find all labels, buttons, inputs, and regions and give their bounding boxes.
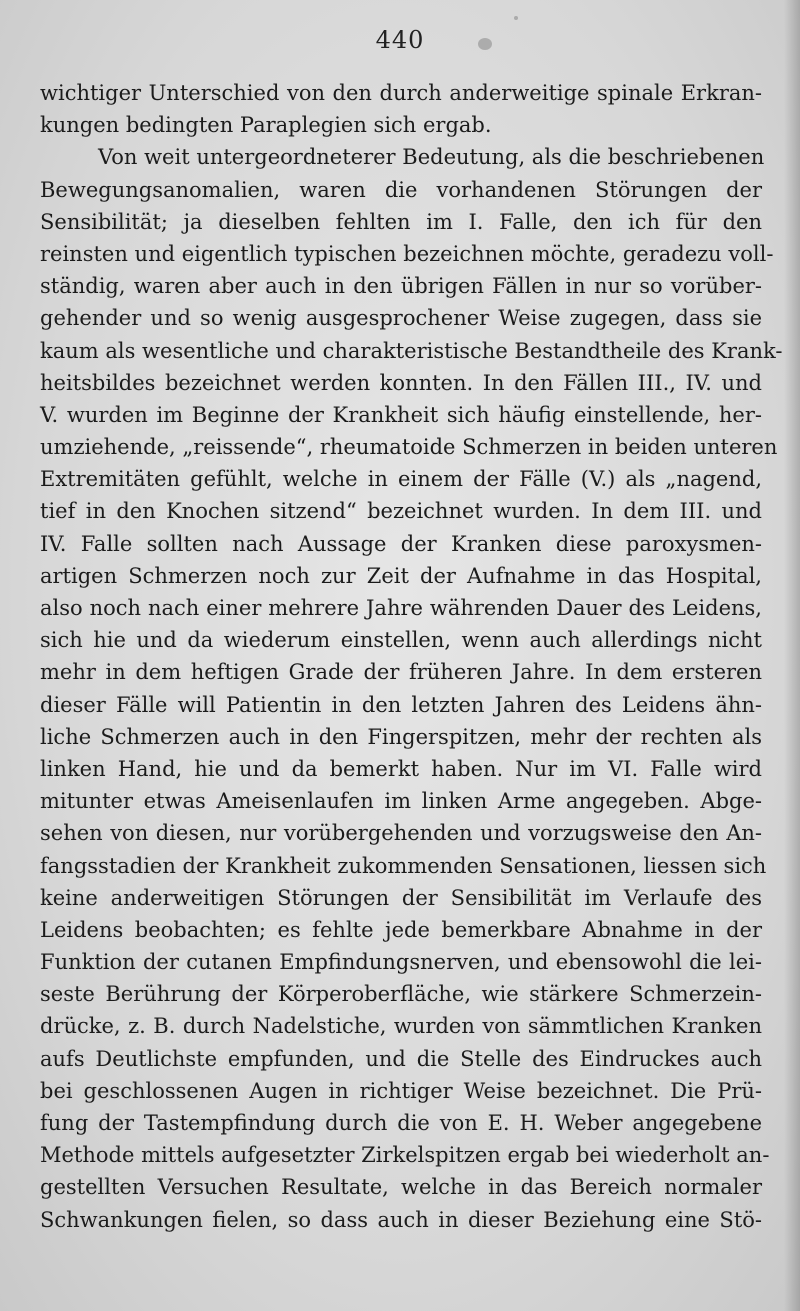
- text-line: fangsstadien der Krankheit zukommenden Sensationen, liessen sich: [40, 853, 767, 878]
- text-line: V. wurden im Beginne der Krankheit sich häufig einstellende, her-: [40, 402, 762, 427]
- text-line: Sensibilität; ja dieselben fehlten im I. Falle, den ich für den: [40, 209, 762, 234]
- text-line: gehender und so wenig ausgesprochener Weise zugegen, dass sie: [40, 306, 762, 331]
- text-line: Bewegungsanomalien, waren die vorhandenen Störungen der: [40, 177, 762, 202]
- text-line: heitsbildes bezeichnet werden konnten. In den Fällen III., IV. und: [40, 370, 762, 395]
- text-line: Extremitäten gefühlt, welche in einem der Fälle (V.) als „nagend,: [40, 467, 762, 492]
- text-line: kungen bedingten Paraplegien sich ergab.: [40, 113, 492, 138]
- text-line: aufs Deutlichste empfunden, und die Stelle des Eindruckes auch: [40, 1046, 762, 1071]
- text-line: Von weit untergeordneterer Bedeutung, als die beschriebenen: [98, 145, 765, 170]
- text-line: linken Hand, hie und da bemerkt haben. Nur im VI. Falle wird: [40, 756, 762, 781]
- text-line: kaum als wesentliche und charakteristische Bestandtheile des Krank-: [40, 338, 783, 363]
- text-line: Leidens beobachten; es fehlte jede bemerkbare Abnahme in der: [40, 917, 762, 942]
- text-line: mitunter etwas Ameisenlaufen im linken Arme angegeben. Abge-: [40, 789, 762, 814]
- ink-spot: [514, 16, 518, 20]
- text-line: wichtiger Unterschied von den durch anderweitige spinale Erkran-: [40, 81, 762, 105]
- text-line: umziehende, „reissende“, rheumatoide Schmerzen in beiden unteren: [40, 435, 778, 460]
- text-line: dieser Fälle will Patientin in den letzten Jahren des Leidens ähn-: [40, 692, 762, 717]
- text-line: bei geschlossenen Augen in richtiger Weise bezeichnet. Die Prü-: [40, 1078, 762, 1103]
- text-line: gestellten Versuchen Resultate, welche in das Bereich normaler: [40, 1175, 762, 1200]
- text-line: fung der Tastempfindung durch die von E. H. Weber angegebene: [40, 1111, 762, 1135]
- text-line: sich hie und da wiederum einstellen, wenn auch allerdings nicht: [40, 628, 762, 653]
- text-line: sehen von diesen, nur vorübergehenden und vorzugsweise den An-: [40, 821, 762, 846]
- text-line: tief in den Knochen sitzend“ bezeichnet wurden. In dem III. und: [40, 499, 762, 524]
- text-line: artigen Schmerzen noch zur Zeit der Aufnahme in das Hospital,: [40, 563, 762, 588]
- text-line: mehr in dem heftigen Grade der früheren Jahre. In dem ersteren: [40, 660, 762, 685]
- text-line: seste Berührung der Körperoberfläche, wie stärkere Schmerzein-: [40, 982, 762, 1007]
- text-line: also noch nach einer mehrere Jahre währenden Dauer des Leidens,: [40, 596, 762, 620]
- text-line: Schwankungen fielen, so dass auch in dieser Beziehung eine Stö-: [40, 1207, 762, 1232]
- text-line: IV. Falle sollten nach Aussage der Kranken diese paroxysmen-: [40, 531, 762, 556]
- text-line: drücke, z. B. durch Nadelstiche, wurden von sämmtlichen Kranken: [40, 1014, 762, 1039]
- text-line: Methode mittels aufgesetzter Zirkelspitzen ergab bei wiederholt an-: [40, 1143, 770, 1168]
- text-line: keine anderweitigen Störungen der Sensibilität im Verlaufe des: [40, 885, 762, 910]
- page-number: 440: [375, 26, 425, 54]
- text-line: Funktion der cutanen Empfindungsnerven, und ebensowohl die lei-: [40, 950, 762, 975]
- page-edge-shadow: [784, 0, 800, 1311]
- text-line: liche Schmerzen auch in den Fingerspitzen, mehr der rechten als: [40, 724, 762, 749]
- body-text: [40, 77, 783, 1236]
- text-line: reinsten und eigentlich typischen bezeichnen möchte, geradezu voll-: [40, 241, 774, 266]
- text-line: ständig, waren aber auch in den übrigen Fällen in nur so vorüber-: [40, 274, 762, 299]
